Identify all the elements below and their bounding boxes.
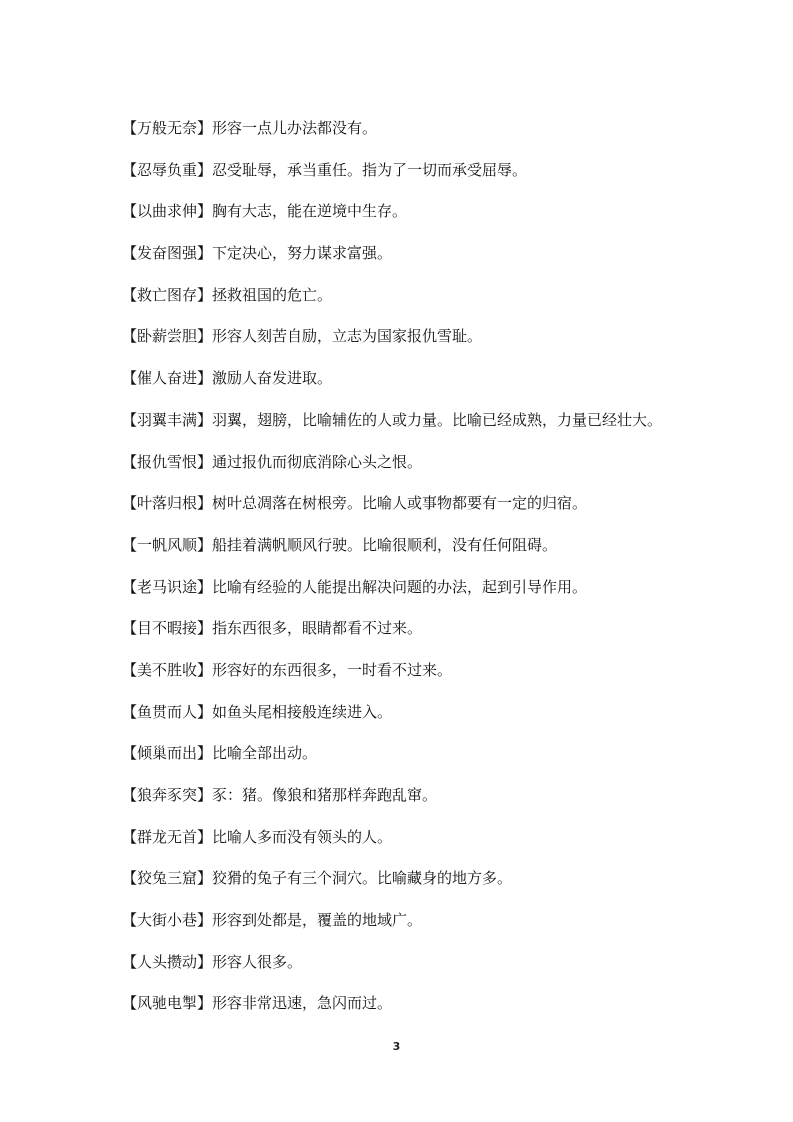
idiom-definition: 羽翼，翅膀，比喻辅佐的人或力量。比喻已经成熟，力量已经壮大。: [212, 410, 663, 429]
idiom-term: 【老马识途】: [122, 577, 213, 596]
idiom-entry: [122, 617, 722, 659]
idiom-entry: [122, 659, 722, 701]
idiom-list: [122, 117, 722, 1034]
idiom-entry: [122, 826, 722, 868]
idiom-definition: 比喻人多而没有领头的人。: [212, 827, 393, 846]
idiom-term: 【鱼贯而人】: [122, 702, 213, 721]
idiom-entry: [122, 992, 722, 1034]
idiom-term: 【美不胜收】: [122, 660, 213, 679]
idiom-definition: 形容到处都是，覆盖的地域广。: [212, 911, 423, 930]
idiom-entry: [122, 576, 722, 618]
idiom-definition: 下定决心，努力谋求富强。: [212, 244, 393, 263]
idiom-definition: 如鱼头尾相接般连续进入。: [212, 702, 393, 721]
idiom-definition: 通过报仇而彻底消除心头之恨。: [212, 452, 423, 471]
idiom-entry: [122, 284, 722, 326]
idiom-term: 【羽翼丰满】: [122, 410, 213, 429]
idiom-term: 【狡兔三窟】: [122, 869, 213, 888]
idiom-definition: 形容好的东西很多，一时看不过来。: [212, 660, 453, 679]
idiom-entry: [122, 867, 722, 909]
idiom-definition: 比喻全部出动。: [212, 744, 318, 763]
idiom-term: 【一帆风顺】: [122, 535, 213, 554]
idiom-definition: 树叶总凋落在树根旁。比喻人或事物都要有一定的归宿。: [212, 494, 588, 513]
idiom-term: 【风驰电掣】: [122, 994, 213, 1013]
idiom-definition: 激励人奋发进取。: [212, 369, 333, 388]
idiom-definition: 指东西很多，眼睛都看不过来。: [212, 619, 423, 638]
idiom-definition: 船挂着满帆顺风行驶。比喻很顺利，没有任何阻碍。: [212, 535, 558, 554]
idiom-entry: [122, 492, 722, 534]
idiom-term: 【叶落归根】: [122, 494, 213, 513]
idiom-term: 【倾巢而出】: [122, 744, 213, 763]
idiom-entry: [122, 242, 722, 284]
idiom-entry: [122, 367, 722, 409]
idiom-definition: 胸有大志，能在逆境中生存。: [212, 202, 408, 221]
page-number: 3: [392, 1040, 401, 1053]
idiom-definition: 狡猾的兔子有三个洞穴。比喻藏身的地方多。: [212, 869, 513, 888]
idiom-term: 【大街小巷】: [122, 911, 213, 930]
idiom-entry: [122, 742, 722, 784]
idiom-term: 【催人奋进】: [122, 369, 213, 388]
idiom-definition: 比喻有经验的人能提出解决问题的办法，起到引导作用。: [212, 577, 588, 596]
idiom-definition: 形容一点儿办法都没有。: [212, 119, 378, 137]
idiom-term: 【人头攒动】: [122, 952, 213, 971]
idiom-term: 【群龙无首】: [122, 827, 213, 846]
idiom-term: 【目不暇接】: [122, 619, 213, 638]
idiom-entry: [122, 200, 722, 242]
idiom-entry: [122, 951, 722, 993]
idiom-entry: [122, 701, 722, 743]
idiom-entry: [122, 784, 722, 826]
idiom-entry: [122, 117, 722, 159]
idiom-entry: [122, 451, 722, 493]
idiom-definition: 形容人很多。: [212, 952, 303, 971]
idiom-term: 【救亡图存】: [122, 285, 213, 304]
idiom-definition: 拯救祖国的危亡。: [212, 285, 333, 304]
idiom-definition: 形容人刻苦自励，立志为国家报仇雪耻。: [212, 327, 483, 346]
idiom-term: 【报仇雪恨】: [122, 452, 213, 471]
idiom-entry: [122, 534, 722, 576]
idiom-term: 【卧薪尝胆】: [122, 327, 213, 346]
idiom-entry: [122, 409, 722, 451]
idiom-term: 【狼奔豕突】: [122, 786, 213, 804]
idiom-definition: 豕：猪。像狼和猪那样奔跑乱窜。: [212, 786, 438, 804]
idiom-term: 【忍辱负重】: [122, 160, 213, 179]
idiom-term: 【发奋图强】: [122, 244, 213, 263]
idiom-entry: [122, 159, 722, 201]
idiom-entry: [122, 909, 722, 951]
idiom-term: 【以曲求伸】: [122, 202, 213, 221]
idiom-definition: 形容非常迅速，急闪而过。: [212, 994, 393, 1013]
idiom-entry: [122, 325, 722, 367]
idiom-term: 【万般无奈】: [122, 119, 213, 137]
idiom-definition: 忍受耻辱，承当重任。指为了一切而承受屈辱。: [212, 160, 528, 179]
